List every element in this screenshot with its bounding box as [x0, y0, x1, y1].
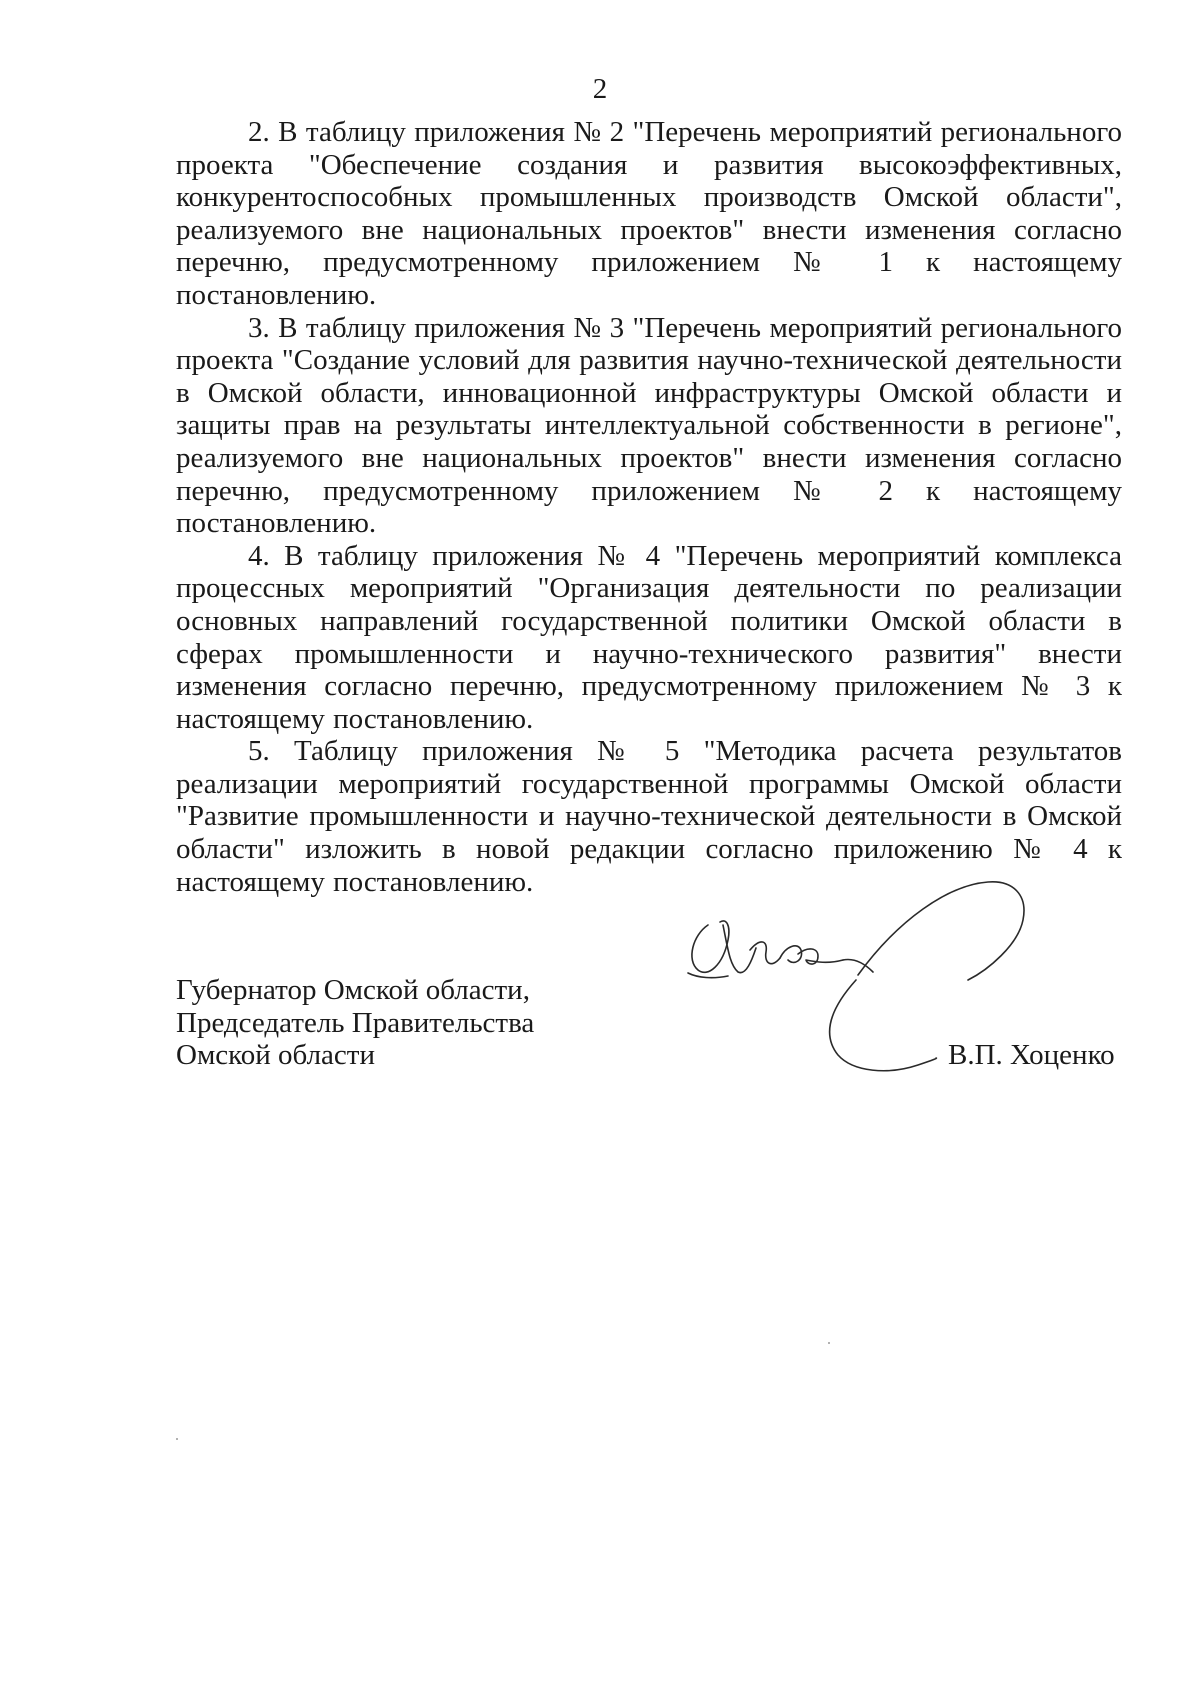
- page-number: 2: [592, 73, 608, 105]
- scan-speck: [176, 1438, 178, 1440]
- signer-position-line: Омской области: [176, 1039, 375, 1072]
- paragraph-item-3: 3. В таблицу приложения № 3 "Перечень мероприятий регионального проекта "Создание условий для развития научно-технической деятельности в Омской области, инновационной инфраструктуры Омской области и защиты прав на результаты интеллектуальной собственности в регионе", реализуемого вне национальных проектов" внести изменения согласно перечню, предусмотренному приложением № 2 к настоящему постановлению.: [176, 311, 1122, 540]
- scan-speck: [828, 1342, 830, 1344]
- signer-name: В.П. Хоценко: [948, 1039, 1115, 1071]
- signer-position-line: Губернатор Омской области,: [176, 974, 530, 1006]
- document-body: [176, 116, 1122, 898]
- paragraph-item-5: 5. Таблицу приложения № 5 "Методика расчета результатов реализации мероприятий государственной программы Омской области "Развитие промышленности и научно-технической деятельности в Омской области" изложить в новой редакции согласно приложению № 4 к настоящему постановлению.: [176, 735, 1122, 898]
- paragraph-item-2: 2. В таблицу приложения № 2 "Перечень мероприятий регионального проекта "Обеспечение создания и развития высокоэффективных, конкурентоспособных промышленных производств Омской области", реализуемого вне национальных проектов" внести изменения согласно перечню, предусмотренному приложением № 1 к настоящему постановлению.: [176, 116, 1122, 311]
- paragraph-item-4: 4. В таблицу приложения № 4 "Перечень мероприятий комплекса процессных мероприятий "Организация деятельности по реализации основных направлений государственной политики Омской области в сферах промышленности и научно-технического развития" внести изменения согласно перечню, предусмотренному приложением № 3 к настоящему постановлению.: [176, 539, 1122, 735]
- handwritten-signature: [668, 880, 1088, 1080]
- signer-position-line: Председатель Правительства: [176, 1006, 535, 1039]
- signer-position: [176, 974, 534, 1072]
